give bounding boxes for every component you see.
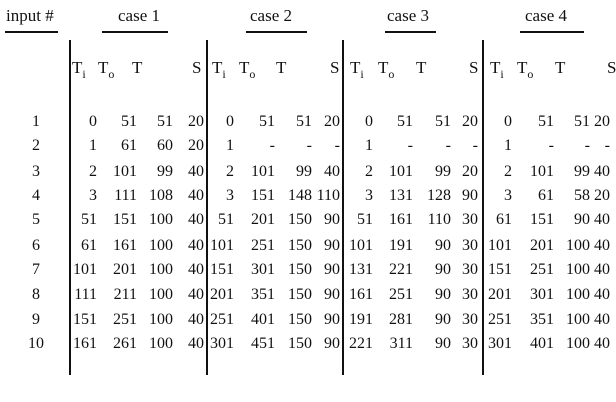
cell-s-case-4: - xyxy=(604,137,610,154)
cell-t-case-3: 90 xyxy=(435,335,451,352)
input-number-header: input # xyxy=(6,6,54,25)
cell-s-case-4: 40 xyxy=(594,261,610,278)
cell-s-case-1: 40 xyxy=(188,261,204,278)
cell-ti-case-3: 2 xyxy=(365,163,373,180)
cell-ti-case-1: 161 xyxy=(73,335,97,352)
cell-t-case-2: 51 xyxy=(296,113,312,130)
case-2-divider xyxy=(342,40,344,375)
cell-ti-case-1: 3 xyxy=(89,187,97,204)
cell-t-case-3: 110 xyxy=(427,211,451,228)
case-3-header: case 3 xyxy=(387,6,430,25)
cell-to-case-1: 251 xyxy=(113,311,137,328)
cell-to-case-2: - xyxy=(269,137,275,154)
row-input-number: 10 xyxy=(28,335,44,352)
cell-t-case-2: 150 xyxy=(288,311,312,328)
cell-to-case-2: 301 xyxy=(251,261,275,278)
case-4-header: case 4 xyxy=(525,6,568,25)
cell-s-case-2: 90 xyxy=(324,311,340,328)
cell-ti-case-1: 0 xyxy=(89,113,97,130)
col-label-t-case-4: T xyxy=(555,58,566,77)
cell-to-case-2: 251 xyxy=(251,237,275,254)
cell-to-case-3: 221 xyxy=(389,261,413,278)
cell-s-case-1: 40 xyxy=(188,211,204,228)
cell-t-case-4: 99 xyxy=(574,163,590,180)
cell-t-case-1: 51 xyxy=(157,113,173,130)
cell-t-case-1: 100 xyxy=(149,211,173,228)
cell-ti-case-1: 151 xyxy=(73,311,97,328)
cell-to-case-2: 201 xyxy=(251,211,275,228)
row-input-number: 7 xyxy=(32,261,40,278)
col-label-s-case-2: S xyxy=(330,58,340,77)
cell-s-case-3: - xyxy=(472,137,478,154)
cell-ti-case-1: 111 xyxy=(74,286,97,303)
cell-t-case-4: 100 xyxy=(566,311,590,328)
cell-t-case-2: 148 xyxy=(288,187,312,204)
cell-to-case-1: 151 xyxy=(113,211,137,228)
cell-ti-case-2: 0 xyxy=(226,113,234,130)
case-1-divider xyxy=(206,40,208,375)
case-3-underline xyxy=(385,31,436,33)
cell-ti-case-1: 101 xyxy=(73,261,97,278)
cell-s-case-2: 90 xyxy=(324,237,340,254)
cell-s-case-4: 40 xyxy=(594,311,610,328)
row-input-number: 8 xyxy=(32,286,40,303)
cell-t-case-1: 100 xyxy=(149,237,173,254)
cell-to-case-2: 151 xyxy=(251,187,275,204)
cell-to-case-2: 51 xyxy=(259,113,275,130)
col-label-t-case-3: T xyxy=(416,58,427,77)
cell-t-case-1: 99 xyxy=(157,163,173,180)
cell-s-case-4: 40 xyxy=(594,335,610,352)
col-label-to-case-3: $T_o$ xyxy=(378,58,395,81)
cell-s-case-2: 90 xyxy=(324,261,340,278)
cell-t-case-2: - xyxy=(306,137,312,154)
cell-s-case-4: 40 xyxy=(594,237,610,254)
cell-ti-case-2: 3 xyxy=(226,187,234,204)
col-label-t-case-1: T xyxy=(132,58,143,77)
cell-s-case-4: 40 xyxy=(594,211,610,228)
cell-s-case-2: 90 xyxy=(324,286,340,303)
cell-s-case-3: 30 xyxy=(462,237,478,254)
cell-to-case-4: 351 xyxy=(530,311,554,328)
row-input-number: 5 xyxy=(32,211,40,228)
cell-to-case-4: 251 xyxy=(530,261,554,278)
cell-t-case-2: 150 xyxy=(288,335,312,352)
cell-ti-case-2: 2 xyxy=(226,163,234,180)
cell-s-case-3: 30 xyxy=(462,211,478,228)
row-input-number: 4 xyxy=(32,187,40,204)
cell-s-case-1: 40 xyxy=(188,286,204,303)
cell-s-case-2: 40 xyxy=(324,163,340,180)
row-input-number: 1 xyxy=(32,113,40,130)
cell-ti-case-3: 221 xyxy=(349,335,373,352)
cell-t-case-4: 51 xyxy=(574,113,590,130)
cell-to-case-4: 201 xyxy=(530,237,554,254)
cell-s-case-2: 90 xyxy=(324,211,340,228)
input-header-underline xyxy=(5,31,58,33)
cell-t-case-3: 90 xyxy=(435,237,451,254)
case-4-underline xyxy=(520,31,584,33)
cell-t-case-4: 100 xyxy=(566,237,590,254)
cell-t-case-1: 60 xyxy=(157,137,173,154)
cell-t-case-3: 90 xyxy=(435,311,451,328)
cell-t-case-2: 99 xyxy=(296,163,312,180)
cell-s-case-3: 90 xyxy=(462,187,478,204)
cell-to-case-1: 61 xyxy=(121,137,137,154)
cell-ti-case-2: 101 xyxy=(210,237,234,254)
cell-s-case-4: 40 xyxy=(594,163,610,180)
cell-ti-case-3: 131 xyxy=(349,261,373,278)
cell-s-case-3: 30 xyxy=(462,335,478,352)
cell-ti-case-1: 1 xyxy=(89,137,97,154)
cell-s-case-2: 20 xyxy=(324,113,340,130)
cell-s-case-4: 20 xyxy=(594,187,610,204)
cell-ti-case-3: 101 xyxy=(349,237,373,254)
cell-to-case-1: 111 xyxy=(114,187,137,204)
cell-ti-case-2: 201 xyxy=(210,286,234,303)
col-label-ti-case-1: $T_i$ xyxy=(72,58,86,81)
cell-ti-case-2: 301 xyxy=(210,335,234,352)
cell-t-case-1: 108 xyxy=(149,187,173,204)
cell-t-case-3: 51 xyxy=(435,113,451,130)
cell-s-case-1: 20 xyxy=(188,137,204,154)
cell-s-case-1: 20 xyxy=(188,113,204,130)
cell-to-case-4: 151 xyxy=(530,211,554,228)
cell-to-case-3: 51 xyxy=(397,113,413,130)
cell-s-case-1: 40 xyxy=(188,237,204,254)
cell-s-case-4: 40 xyxy=(594,286,610,303)
cell-s-case-3: 30 xyxy=(462,261,478,278)
cell-s-case-1: 40 xyxy=(188,335,204,352)
cell-s-case-3: 20 xyxy=(462,163,478,180)
cell-ti-case-1: 2 xyxy=(89,163,97,180)
cell-to-case-3: - xyxy=(407,137,413,154)
cell-t-case-1: 100 xyxy=(149,335,173,352)
cell-t-case-4: 58 xyxy=(574,187,590,204)
cell-s-case-4: 20 xyxy=(594,113,610,130)
cell-t-case-3: 128 xyxy=(427,187,451,204)
cell-to-case-3: 251 xyxy=(389,286,413,303)
cell-to-case-2: 451 xyxy=(251,335,275,352)
cell-to-case-2: 351 xyxy=(251,286,275,303)
cell-s-case-1: 40 xyxy=(188,163,204,180)
case-3-divider xyxy=(482,40,484,375)
cell-ti-case-2: 51 xyxy=(218,211,234,228)
cell-ti-case-4: 251 xyxy=(488,311,512,328)
cell-ti-case-4: 2 xyxy=(504,163,512,180)
cell-to-case-3: 281 xyxy=(389,311,413,328)
case-2-header: case 2 xyxy=(250,6,293,25)
cell-t-case-4: - xyxy=(584,137,590,154)
cell-ti-case-4: 3 xyxy=(504,187,512,204)
cell-ti-case-4: 61 xyxy=(496,211,512,228)
cell-ti-case-4: 0 xyxy=(504,113,512,130)
cell-t-case-2: 150 xyxy=(288,211,312,228)
cell-to-case-1: 201 xyxy=(113,261,137,278)
col-label-to-case-1: $T_o$ xyxy=(98,58,115,81)
cell-ti-case-4: 101 xyxy=(488,237,512,254)
cell-to-case-4: - xyxy=(548,137,554,154)
cell-ti-case-1: 61 xyxy=(81,237,97,254)
row-input-number: 3 xyxy=(32,163,40,180)
cell-to-case-3: 191 xyxy=(389,237,413,254)
cell-ti-case-2: 251 xyxy=(210,311,234,328)
cell-t-case-3: 90 xyxy=(435,286,451,303)
cell-t-case-4: 90 xyxy=(574,211,590,228)
cell-ti-case-3: 51 xyxy=(357,211,373,228)
cell-t-case-3: - xyxy=(445,137,451,154)
cell-t-case-3: 99 xyxy=(435,163,451,180)
col-label-to-case-2: $T_o$ xyxy=(239,58,256,81)
input-column-divider xyxy=(69,40,71,375)
col-label-s-case-3: S xyxy=(469,58,479,77)
cell-ti-case-1: 51 xyxy=(81,211,97,228)
cell-ti-case-4: 1 xyxy=(504,137,512,154)
col-label-s-case-1: S xyxy=(192,58,202,77)
row-input-number: 9 xyxy=(32,311,40,328)
cell-ti-case-3: 0 xyxy=(365,113,373,130)
cell-ti-case-3: 1 xyxy=(365,137,373,154)
cell-to-case-1: 211 xyxy=(113,286,137,303)
cell-to-case-3: 131 xyxy=(389,187,413,204)
cell-ti-case-2: 151 xyxy=(210,261,234,278)
cell-to-case-3: 161 xyxy=(389,211,413,228)
cell-ti-case-4: 201 xyxy=(488,286,512,303)
cell-s-case-3: 20 xyxy=(462,113,478,130)
cell-s-case-2: 110 xyxy=(316,187,340,204)
row-input-number: 6 xyxy=(32,237,40,254)
cell-to-case-4: 51 xyxy=(538,113,554,130)
cell-s-case-1: 40 xyxy=(188,311,204,328)
col-label-t-case-2: T xyxy=(276,58,287,77)
cell-to-case-2: 101 xyxy=(251,163,275,180)
cell-ti-case-2: 1 xyxy=(226,137,234,154)
cell-s-case-3: 30 xyxy=(462,311,478,328)
cell-t-case-4: 100 xyxy=(566,335,590,352)
cell-to-case-1: 161 xyxy=(113,237,137,254)
case-1-header: case 1 xyxy=(118,6,161,25)
cell-to-case-1: 261 xyxy=(113,335,137,352)
cell-t-case-1: 100 xyxy=(149,286,173,303)
case-1-underline xyxy=(102,31,168,33)
cell-s-case-3: 30 xyxy=(462,286,478,303)
cell-ti-case-4: 301 xyxy=(488,335,512,352)
cell-s-case-1: 40 xyxy=(188,187,204,204)
cell-to-case-3: 101 xyxy=(389,163,413,180)
cell-t-case-2: 150 xyxy=(288,237,312,254)
cell-to-case-3: 311 xyxy=(389,335,413,352)
cell-to-case-2: 401 xyxy=(251,311,275,328)
cell-t-case-3: 90 xyxy=(435,261,451,278)
cell-s-case-2: 90 xyxy=(324,335,340,352)
cell-t-case-2: 150 xyxy=(288,261,312,278)
col-label-s-case-4: S xyxy=(607,58,616,77)
col-label-to-case-4: $T_o$ xyxy=(517,58,534,81)
cell-t-case-1: 100 xyxy=(149,311,173,328)
cell-to-case-1: 101 xyxy=(113,163,137,180)
case-2-underline xyxy=(246,31,307,33)
col-label-ti-case-2: $T_i$ xyxy=(212,58,226,81)
cell-t-case-2: 150 xyxy=(288,286,312,303)
cell-to-case-4: 301 xyxy=(530,286,554,303)
cell-to-case-4: 101 xyxy=(530,163,554,180)
cell-t-case-1: 100 xyxy=(149,261,173,278)
cell-s-case-2: - xyxy=(334,137,340,154)
cell-ti-case-3: 3 xyxy=(365,187,373,204)
cell-ti-case-4: 151 xyxy=(488,261,512,278)
cell-to-case-1: 51 xyxy=(121,113,137,130)
col-label-ti-case-4: $T_i$ xyxy=(490,58,504,81)
row-input-number: 2 xyxy=(32,137,40,154)
cell-ti-case-3: 191 xyxy=(349,311,373,328)
cell-t-case-4: 100 xyxy=(566,261,590,278)
cell-to-case-4: 61 xyxy=(538,187,554,204)
cell-ti-case-3: 161 xyxy=(349,286,373,303)
col-label-ti-case-3: $T_i$ xyxy=(350,58,364,81)
cell-to-case-4: 401 xyxy=(530,335,554,352)
cell-t-case-4: 100 xyxy=(566,286,590,303)
